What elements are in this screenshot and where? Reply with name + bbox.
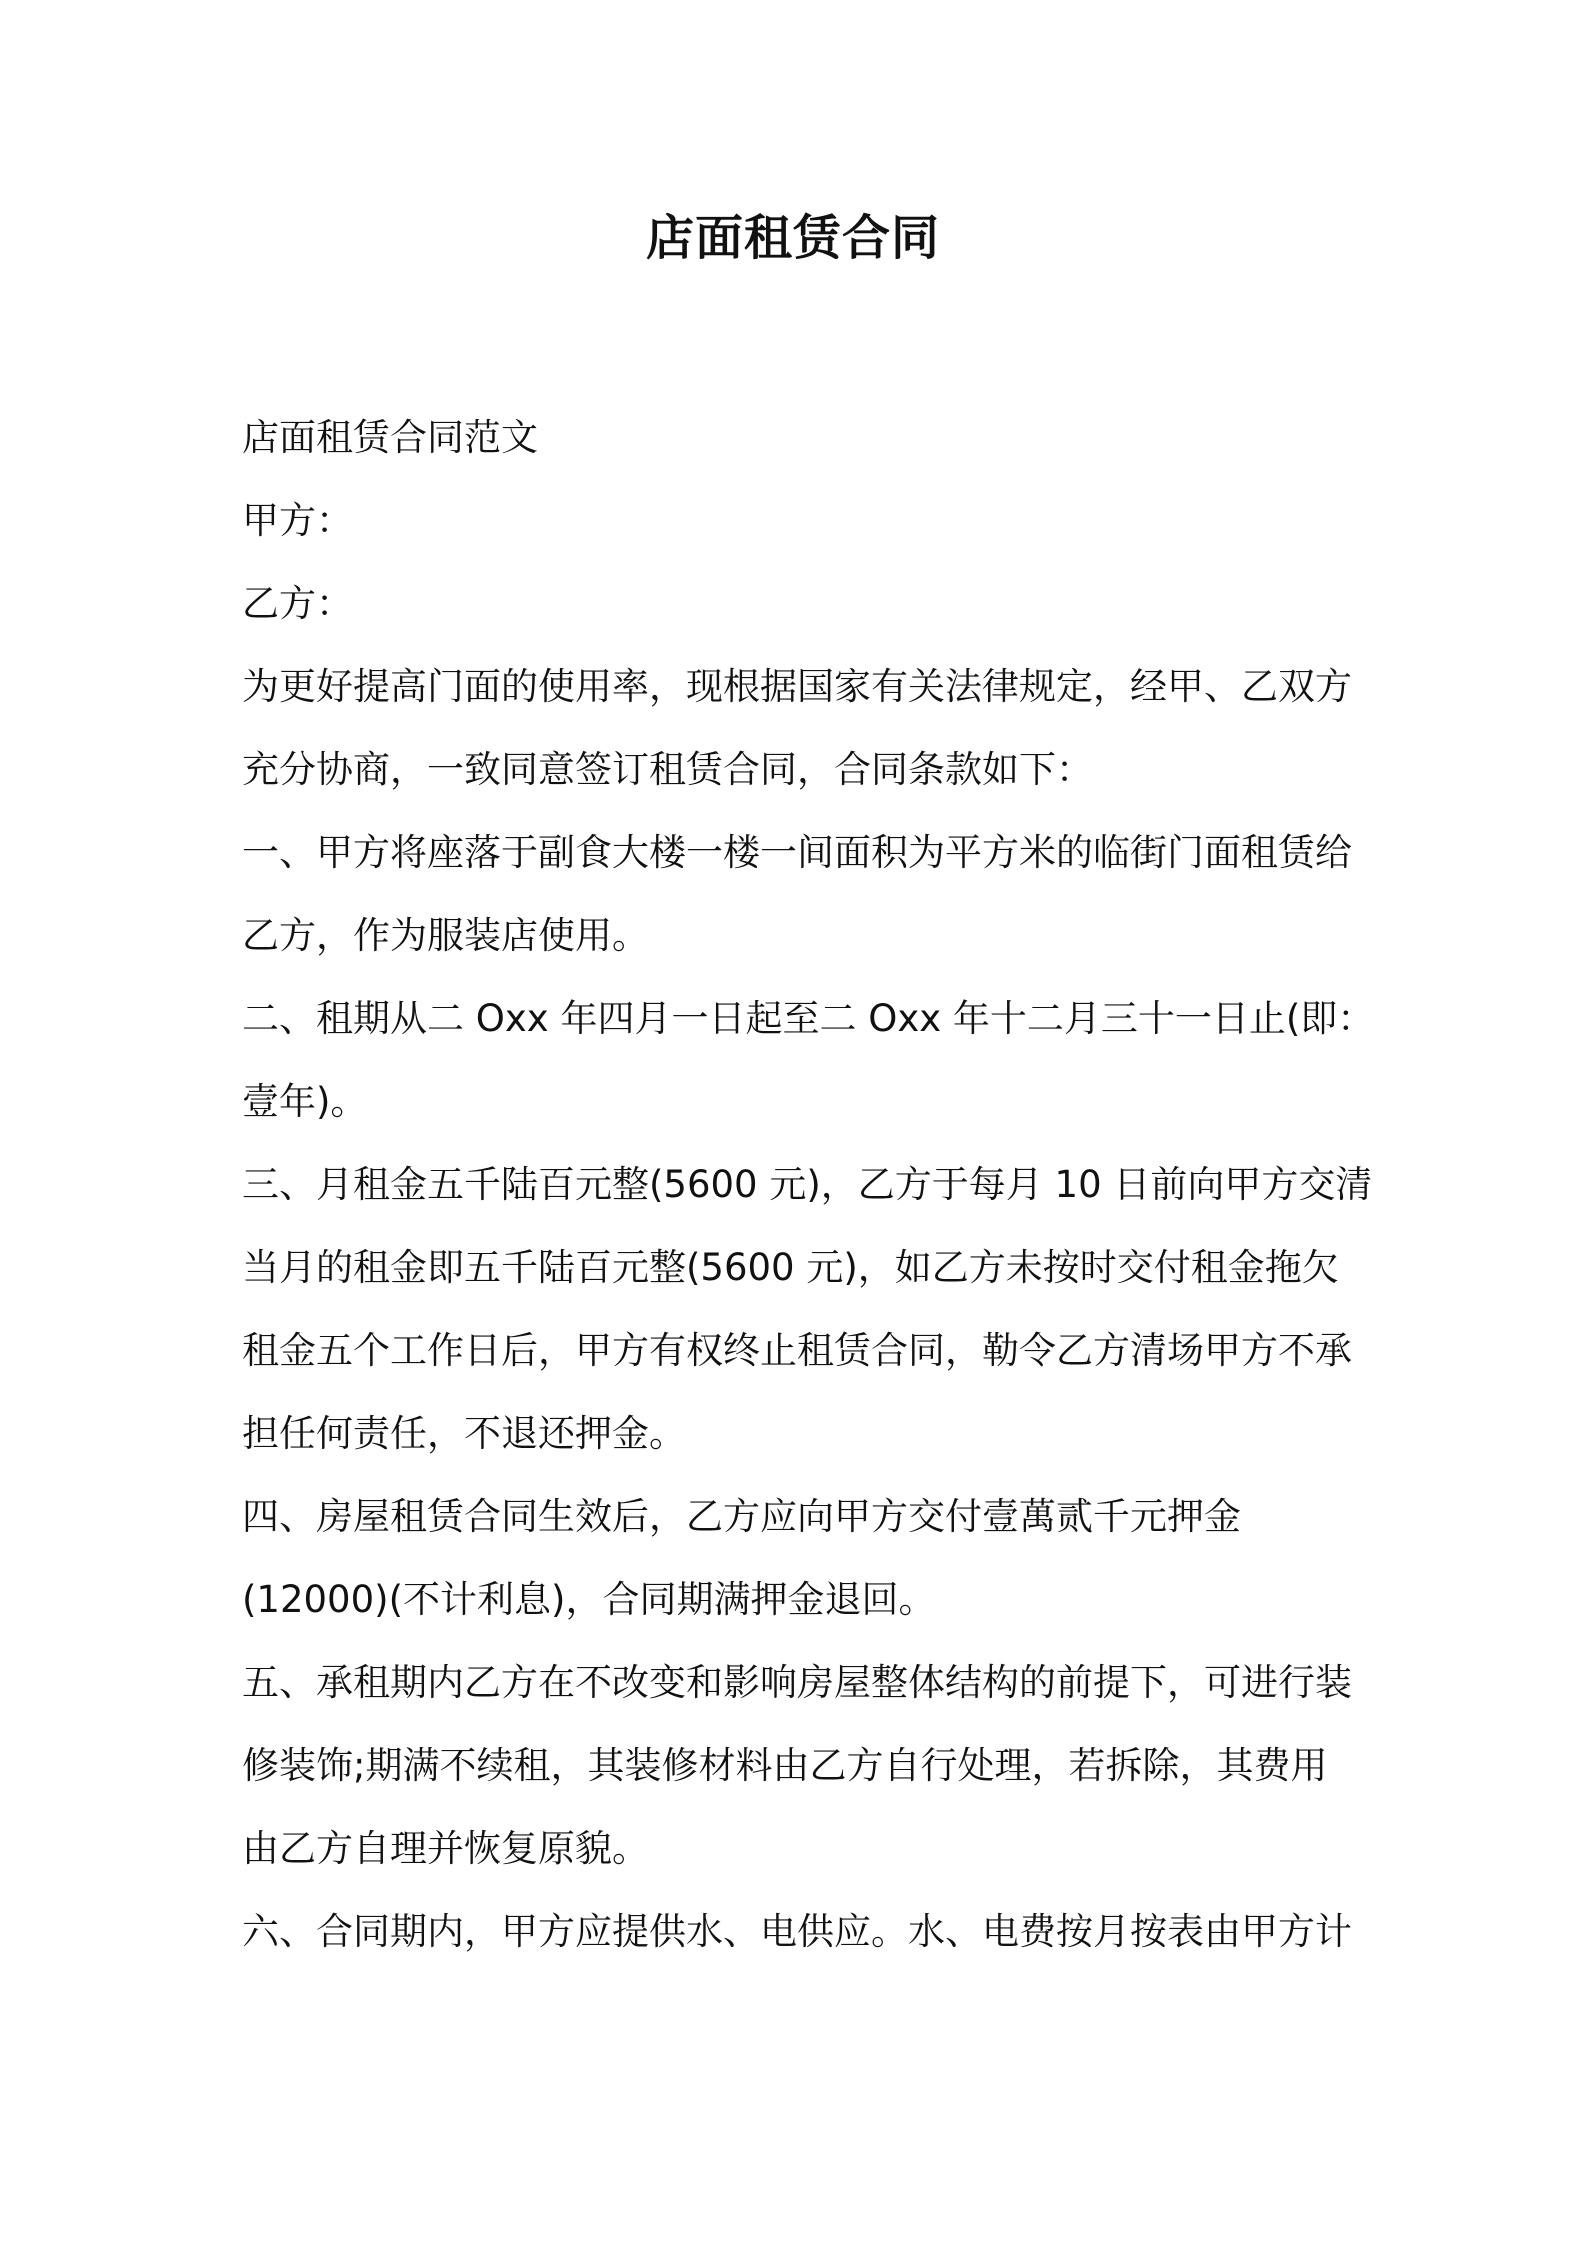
document-line: 六、合同期内，甲方应提供水、电供应。水、电费按月按表由甲方计 bbox=[242, 1910, 1352, 1953]
document-title: 店面租赁合同 bbox=[645, 210, 940, 266]
document-line: 四、房屋租赁合同生效后，乙方应向甲方交付壹萬贰千元押金 bbox=[242, 1495, 1241, 1538]
document-line: 甲方： bbox=[242, 499, 353, 542]
document-line: 修装饰;期满不续租，其装修材料由乙方自行处理，若拆除，其费用 bbox=[242, 1744, 1328, 1787]
document-line: 乙方，作为服装店使用。 bbox=[242, 914, 649, 957]
document-line: 由乙方自理并恢复原貌。 bbox=[242, 1827, 649, 1870]
document-line: 店面租赁合同范文 bbox=[242, 416, 538, 459]
document-line: 租金五个工作日后，甲方有权终止租赁合同，勒令乙方清场甲方不承 bbox=[242, 1329, 1352, 1372]
document-line: 担任何责任，不退还押金。 bbox=[242, 1412, 686, 1455]
document-line: 一、甲方将座落于副食大楼一楼一间面积为平方米的临街门面租赁给 bbox=[242, 831, 1352, 874]
document-line: 为更好提高门面的使用率，现根据国家有关法律规定，经甲、乙双方 bbox=[242, 665, 1352, 708]
document-line: 五、承租期内乙方在不改变和影响房屋整体结构的前提下，可进行装 bbox=[242, 1661, 1352, 1704]
document-line: 三、月租金五千陆百元整(5600 元)，乙方于每月 10 日前向甲方交清 bbox=[242, 1163, 1373, 1206]
document-line: 当月的租金即五千陆百元整(5600 元)，如乙方未按时交付租金拖欠 bbox=[242, 1246, 1339, 1289]
document-line: 充分协商，一致同意签订租赁合同，合同条款如下： bbox=[242, 748, 1093, 791]
document-line: (12000)(不计利息)，合同期满押金退回。 bbox=[242, 1578, 936, 1621]
document-line: 二、租期从二 Oxx 年四月一日起至二 Oxx 年十二月三十一日止(即： bbox=[242, 997, 1375, 1040]
document-line: 乙方： bbox=[242, 582, 353, 625]
document-line: 壹年)。 bbox=[242, 1080, 368, 1123]
